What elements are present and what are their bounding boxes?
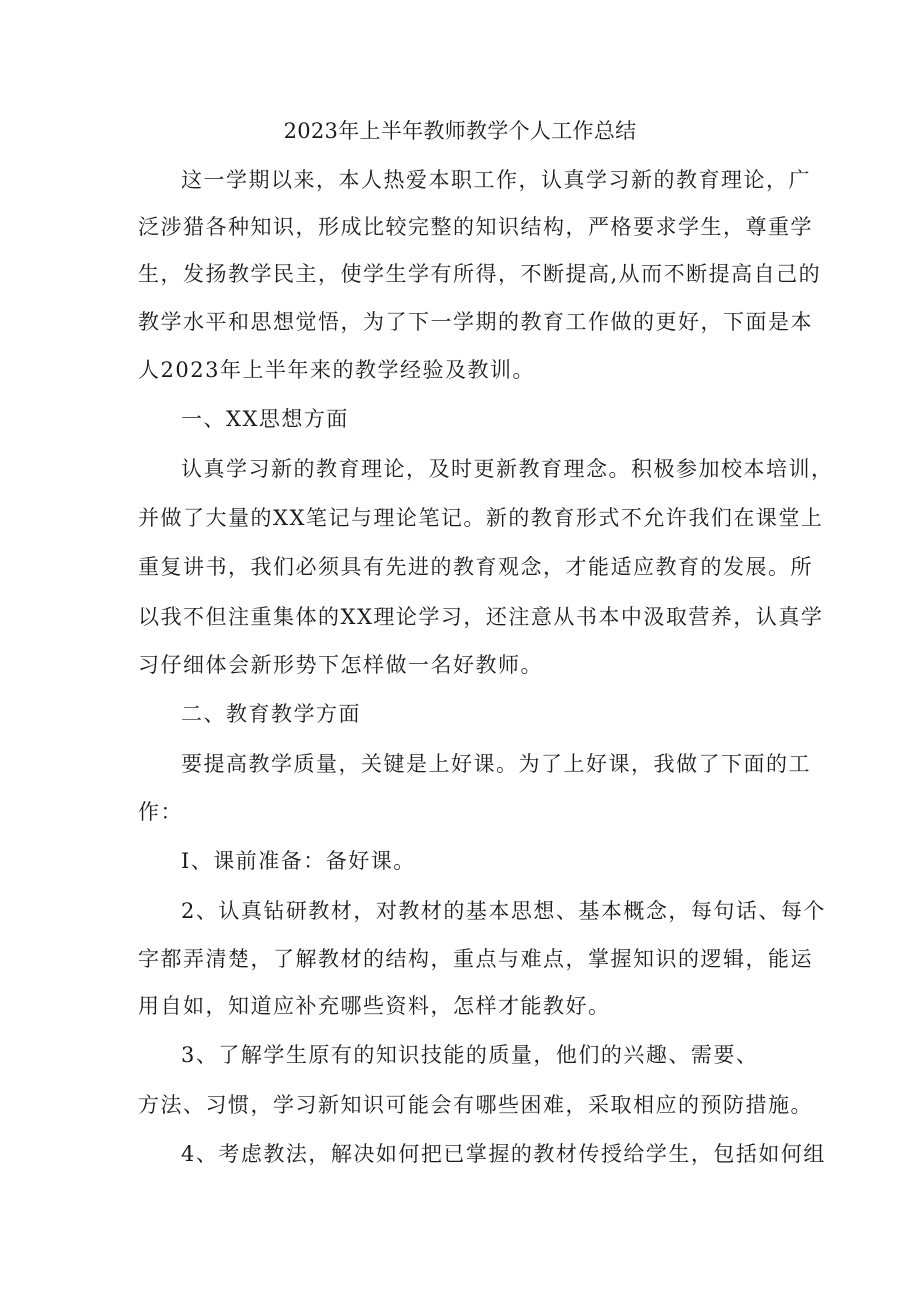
paragraph-line: 方法、习惯，学习新知识可能会有哪些困难，采取相应的预防措施。	[138, 1093, 813, 1117]
paragraph-line: 泛涉猎各种知识，形成比较完整的知识结构，严格要求学生，尊重学	[138, 215, 813, 239]
paragraph-line: 要提高教学质量，关键是上好课。为了上好课，我做了下面的工	[181, 752, 811, 776]
document-title: 2023年上半年教师教学个人工作总结	[283, 119, 637, 143]
paragraph-line: 人2023年上半年来的教学经验及教训。	[138, 358, 535, 382]
paragraph-line: 用自如，知道应补充哪些资料，怎样才能教好。	[138, 994, 611, 1018]
list-item: 2、认真钻研教材，对教材的基本思想、基本概念，每句话、每个	[181, 899, 826, 923]
paragraph-line: 作：	[138, 800, 183, 824]
section-heading: 一、XX思想方面	[181, 407, 349, 431]
list-item: 4、考虑教法，解决如何把已掌握的教材传授给学生，包括如何组	[181, 1142, 826, 1166]
paragraph-line: 生，发扬教学民主，使学生学有所得，不断提高,从而不断提高自己的	[138, 262, 822, 286]
section-heading: 二、教育教学方面	[181, 702, 361, 726]
paragraph-line: 习仔细体会新形势下怎样做一名好教师。	[138, 653, 543, 677]
paragraph-line: 并做了大量的XX笔记与理论笔记。新的教育形式不允许我们在课堂上	[138, 506, 824, 530]
paragraph-line: 认真学习新的教育理论，及时更新教育理念。积极参加校本培训，	[181, 457, 834, 481]
list-item: 3、了解学生原有的知识技能的质量，他们的兴趣、需要、	[181, 1043, 759, 1067]
paragraph-line: 这一学期以来，本人热爱本职工作，认真学习新的教育理论，广	[181, 168, 811, 192]
list-item: I、课前准备：备好课。	[181, 849, 416, 873]
paragraph-line: 教学水平和思想觉悟，为了下一学期的教育工作做的更好，下面是本	[138, 310, 813, 334]
paragraph-line: 字都弄清楚，了解教材的结构，重点与难点，掌握知识的逻辑，能运	[138, 947, 813, 971]
paragraph-line: 以我不但注重集体的XX理论学习，还注意从书本中汲取营养，认真学	[138, 605, 824, 629]
paragraph-line: 重复讲书，我们必须具有先进的教育观念，才能适应教育的发展。所	[138, 555, 813, 579]
